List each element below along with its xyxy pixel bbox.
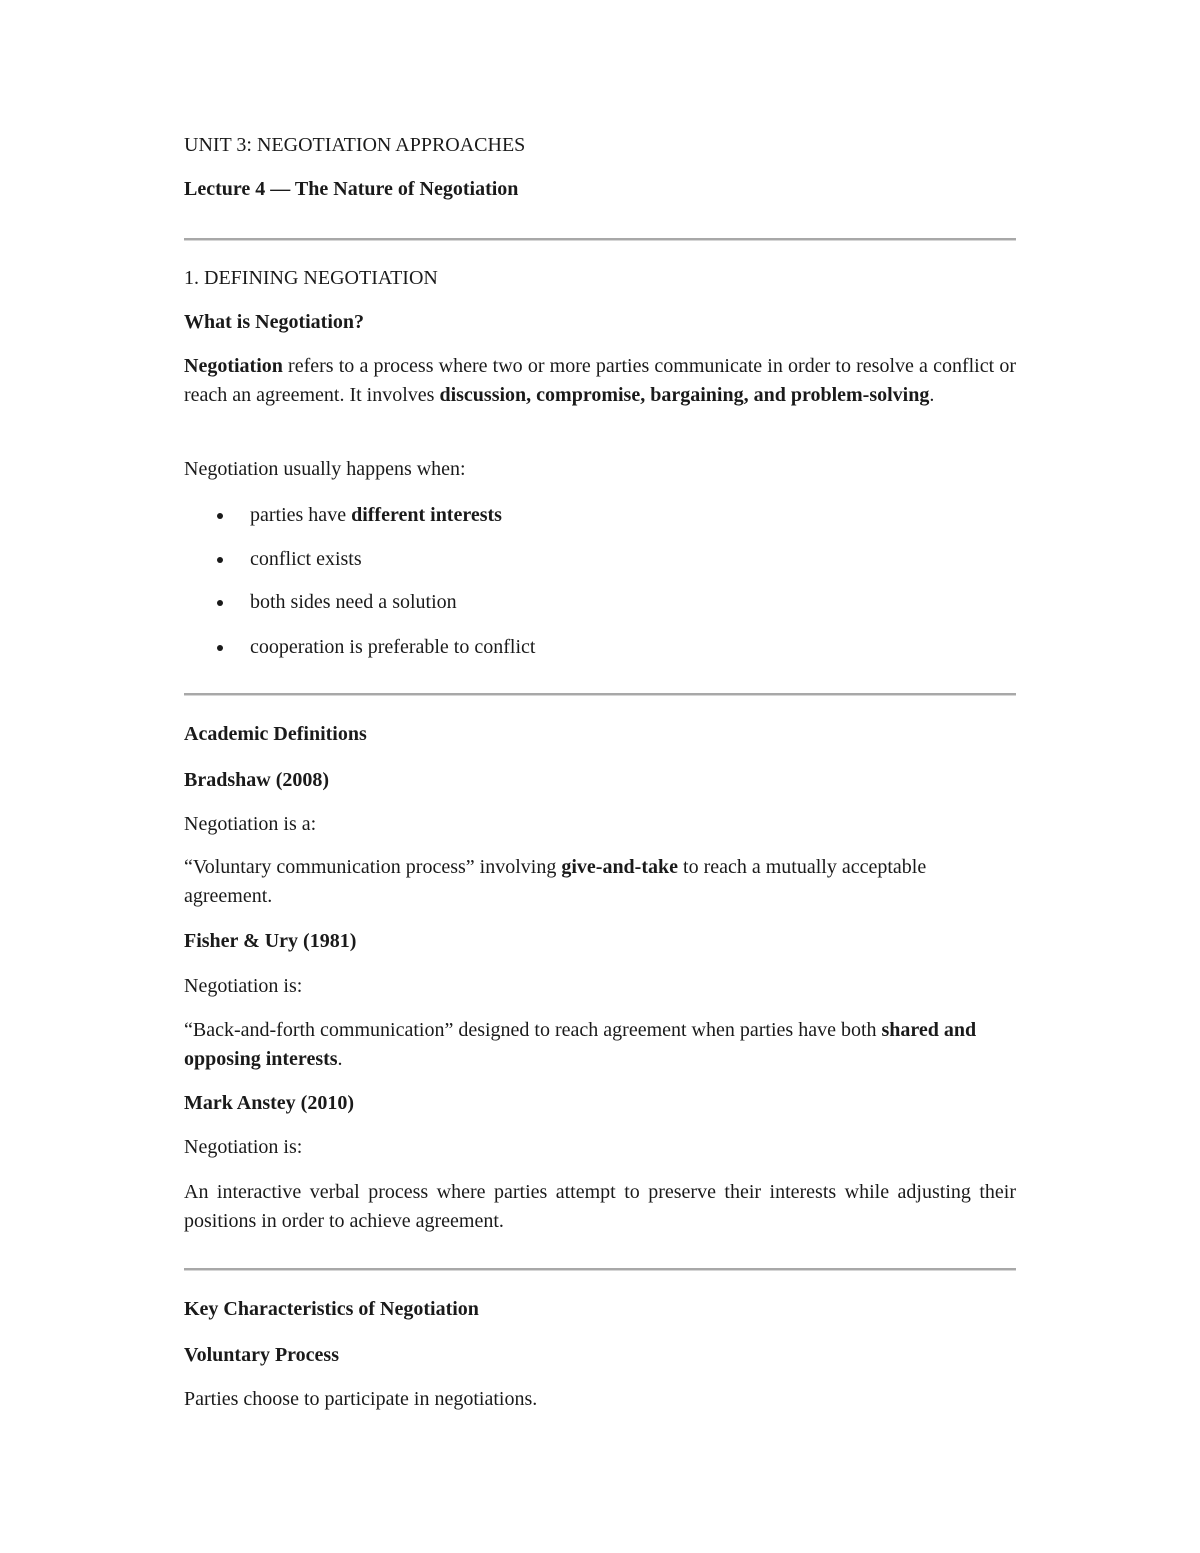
list-item-text: conflict exists [250, 548, 362, 570]
author-anstey: Mark Anstey (2010) [184, 1092, 354, 1114]
subheading: What is Negotiation? [184, 311, 364, 333]
bradshaw-definition [184, 853, 1016, 911]
horizontal-rule [184, 1268, 1016, 1271]
author-fisher-ury: Fisher & Ury (1981) [184, 930, 357, 952]
unit-title: UNIT 3: NEGOTIATION APPROACHES [184, 134, 526, 156]
fisher-text-end: . [337, 1048, 343, 1070]
fisher-definition [184, 1016, 1016, 1074]
voluntary-heading: Voluntary Process [184, 1344, 339, 1366]
characteristics-heading: Key Characteristics of Negotiation [184, 1298, 479, 1320]
lecture-title: Lecture 4 — The Nature of Negotiation [184, 178, 519, 200]
author-bradshaw: Bradshaw (2008) [184, 769, 330, 791]
anstey-intro: Negotiation is: [184, 1136, 303, 1158]
definition-term: Negotiation [184, 355, 283, 377]
list-item-text: parties have [250, 504, 352, 526]
bullet-icon [217, 645, 223, 651]
voluntary-text: Parties choose to participate in negotiations. [184, 1388, 538, 1410]
horizontal-rule [184, 693, 1016, 696]
conditions-intro: Negotiation usually happens when: [184, 458, 466, 480]
bullet-icon [217, 600, 223, 606]
anstey-definition: An interactive verbal process where parties attempt to preserve their interests while adjusting their positions in order to achieve agreement. [184, 1181, 1016, 1232]
bullet-icon [217, 557, 223, 563]
fisher-emphasis: shared and opposing interests [184, 1019, 977, 1070]
definition-emphasis: discussion, compromise, bargaining, and problem-solving [439, 384, 930, 406]
bradshaw-emphasis: give-and-take [561, 856, 679, 878]
bullet-icon [217, 513, 223, 519]
list-item-text: both sides need a solution [250, 591, 457, 613]
fisher-text: “Back-and-forth communication” designed to reach agreement when parties have both [184, 1019, 882, 1041]
list-item-emphasis: different interests [351, 504, 502, 526]
list-item-text: cooperation is preferable to conflict [250, 636, 536, 658]
bradshaw-intro: Negotiation is a: [184, 813, 317, 835]
horizontal-rule [184, 238, 1016, 241]
definition-end: . [929, 384, 935, 406]
academic-heading: Academic Definitions [184, 723, 367, 745]
definition-text: refers to a process where two or more parties communicate in order to resolve a conflict or reach an agreement. It involves [184, 355, 1016, 406]
definition-paragraph [184, 352, 1016, 410]
bradshaw-text: “Voluntary communication process” involving [184, 856, 562, 878]
section-heading: 1. DEFINING NEGOTIATION [184, 267, 438, 289]
fisher-intro: Negotiation is: [184, 975, 303, 997]
bradshaw-text-end: to reach a mutually acceptable agreement. [184, 856, 927, 907]
